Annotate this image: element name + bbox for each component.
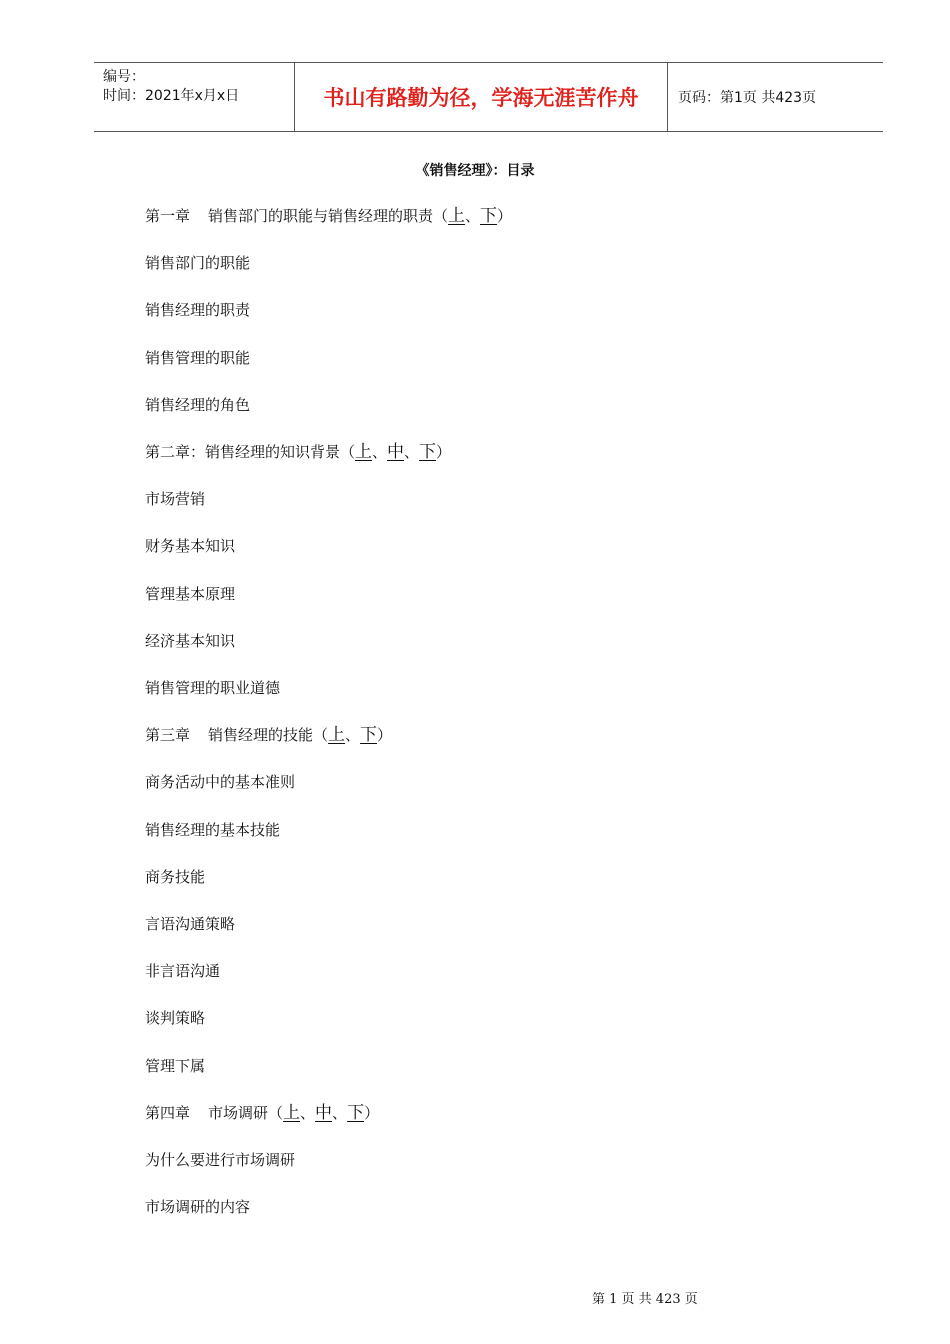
toc-text: 第三章 <box>145 726 191 745</box>
toc-text: 销售部门的职能 <box>145 254 251 273</box>
toc-text: 、 <box>300 1103 316 1122</box>
toc-entry <box>145 772 295 792</box>
toc-text: 市场调研（ <box>208 1103 284 1122</box>
toc-text: 销售经理的技能（ <box>208 726 329 745</box>
toc-entry <box>145 1103 379 1123</box>
toc-text: 谈判策略 <box>145 1009 206 1028</box>
toc-text: ） <box>436 443 452 461</box>
toc-entry <box>145 300 250 320</box>
toc-text: 商务活动中的基本准则 <box>145 773 296 792</box>
toc-entry <box>145 678 280 698</box>
toc-text: 财务基本知识 <box>145 537 236 556</box>
toc-underlined-part: 上 <box>355 442 373 462</box>
document-title: 《销售经理》：目录 <box>415 163 535 179</box>
toc-text: 第四章 <box>145 1103 191 1122</box>
toc-text: 销售经理的职责 <box>145 301 251 320</box>
toc-entry <box>145 631 235 651</box>
toc-text: ） <box>497 207 513 225</box>
toc-text: 管理下属 <box>145 1056 206 1075</box>
toc-entry <box>145 725 392 745</box>
toc-text: 销售经理的基本技能 <box>145 820 281 839</box>
toc-entry <box>145 253 250 273</box>
toc-text: 市场调研的内容 <box>145 1198 251 1217</box>
toc-text: 言语沟通策略 <box>145 915 236 933</box>
toc-underlined-part: 下 <box>419 442 437 462</box>
toc-text: 销售管理的职能 <box>145 348 251 367</box>
toc-underlined-part: 上 <box>328 725 346 746</box>
page-header <box>94 62 883 132</box>
header-meta-cell <box>94 63 295 131</box>
toc-underlined-part: 中 <box>387 442 405 462</box>
toc-text: 经济基本知识 <box>145 631 236 650</box>
toc-text: 非言语沟通 <box>145 962 221 981</box>
toc-underlined-part: 下 <box>360 725 378 746</box>
toc-entry <box>145 442 451 462</box>
toc-entry <box>145 820 280 840</box>
toc-text: 销售经理的角色 <box>145 395 251 414</box>
toc-text: 销售管理的职业道德 <box>145 679 281 697</box>
toc-text: 第一章 <box>145 207 191 225</box>
toc-underlined-part: 中 <box>315 1102 333 1123</box>
toc-entry <box>145 1008 205 1028</box>
toc-underlined-part: 下 <box>347 1102 365 1123</box>
toc-entry <box>145 395 250 415</box>
toc-entry <box>145 584 235 604</box>
toc-underlined-part: 下 <box>480 206 498 226</box>
toc-text: 、 <box>332 1103 348 1122</box>
toc-entry <box>145 961 220 981</box>
toc-underlined-part: 上 <box>283 1102 301 1123</box>
toc-underlined-part: 上 <box>448 206 466 226</box>
document-time-label: 时间：2021年x月x日 <box>103 88 240 104</box>
toc-entry <box>145 1150 295 1170</box>
toc-text: 销售部门的职能与销售经理的职责（ <box>208 207 449 225</box>
toc-entry <box>145 206 512 226</box>
toc-entry <box>145 914 235 934</box>
toc-text: 管理基本原理 <box>145 584 236 603</box>
toc-text: 商务技能 <box>145 867 206 886</box>
toc-entry <box>145 348 250 368</box>
toc-entry <box>145 536 235 556</box>
page-footer: 第 1 页 共 423 页 <box>592 1292 698 1307</box>
header-page-info: 页码：第1页 共423页 <box>678 90 817 106</box>
toc-entry <box>145 1056 205 1076</box>
toc-text: 、 <box>345 726 361 745</box>
toc-entry <box>145 489 205 509</box>
toc-text: ） <box>377 726 393 745</box>
document-number-label: 编号： <box>103 69 145 85</box>
toc-text: 、 <box>372 443 388 461</box>
toc-text: 、 <box>404 443 420 461</box>
toc-text: 市场营销 <box>145 490 206 509</box>
header-motto: 书山有路勤为径，学海无涯苦作舟 <box>295 63 668 131</box>
toc-entry <box>145 867 205 887</box>
toc-text: ） <box>364 1103 380 1122</box>
toc-text: 为什么要进行市场调研 <box>145 1151 296 1169</box>
toc-text: 第二章：销售经理的知识背景（ <box>145 443 356 461</box>
toc-text: 、 <box>465 207 481 225</box>
toc-entry <box>145 1197 250 1217</box>
